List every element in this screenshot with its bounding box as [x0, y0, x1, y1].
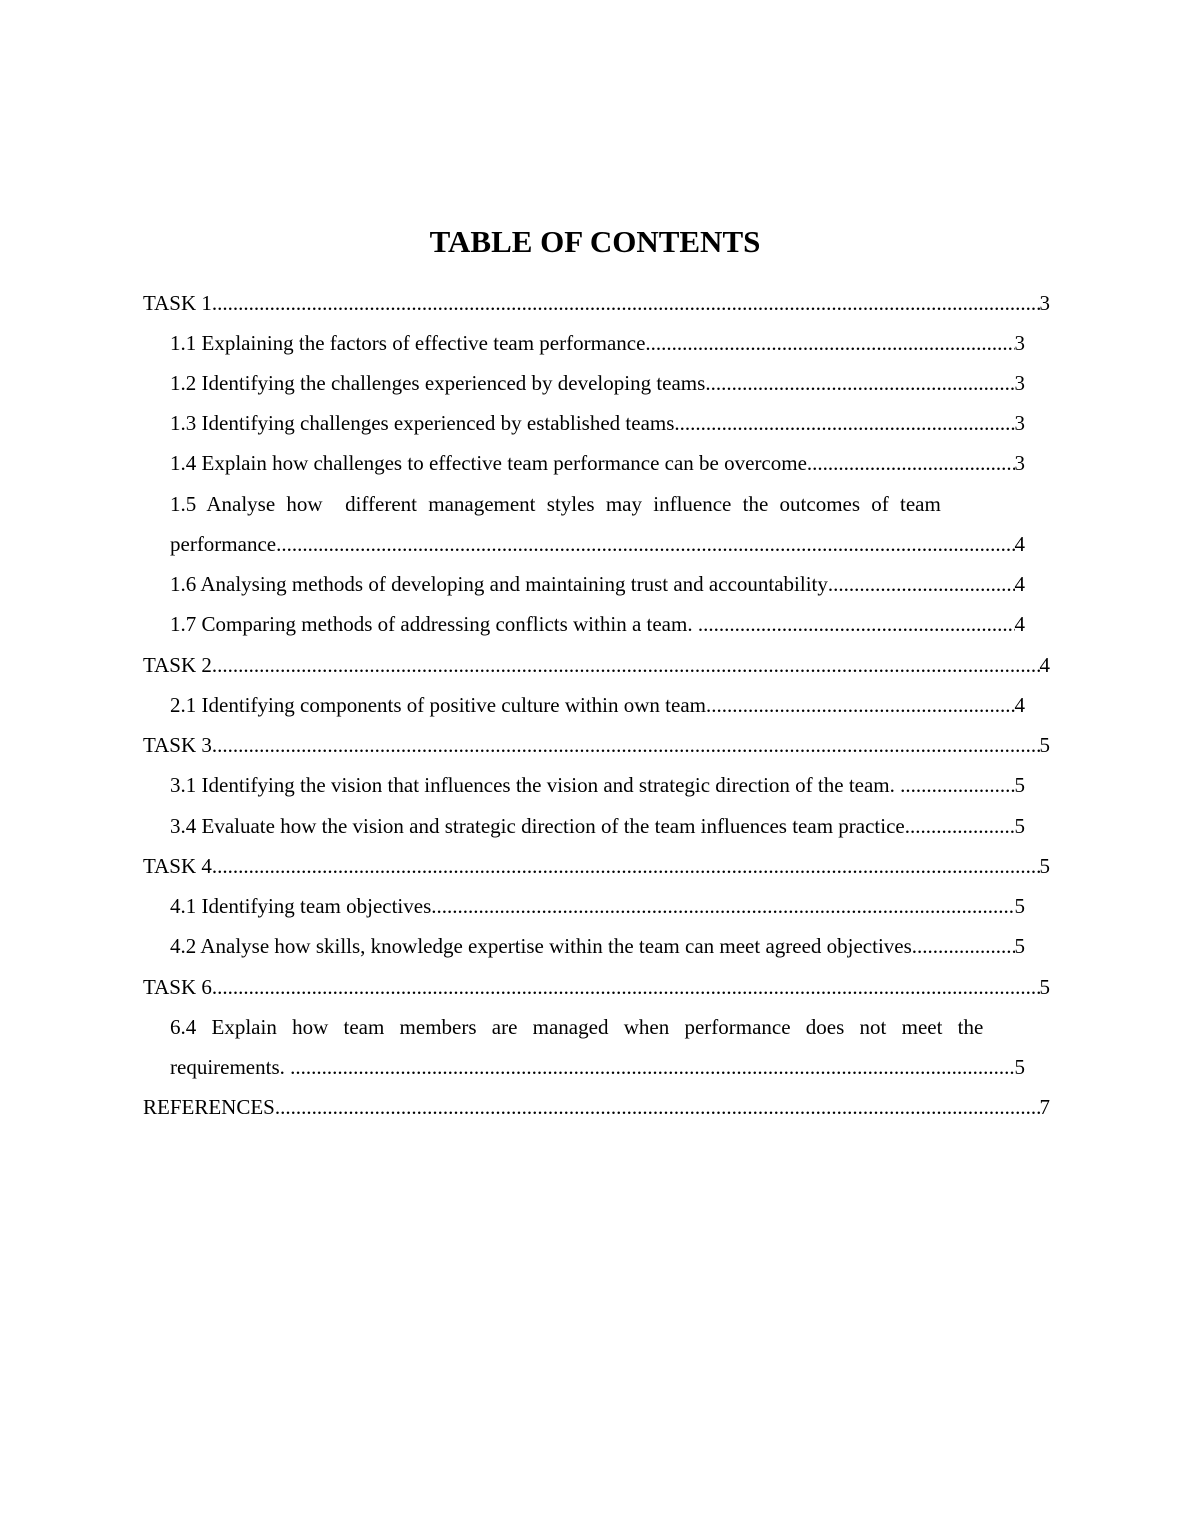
toc-page-number: 3: [1014, 331, 1025, 355]
toc-entry-1-5-line2[interactable]: [170, 524, 1025, 564]
toc-entry-text: 1.6 Analysing methods of developing and maintaining trust and accountability: [170, 572, 828, 596]
toc-entry-6-4-line1[interactable]: [170, 1007, 1050, 1047]
toc-entry-6-4-line2[interactable]: [170, 1047, 1025, 1087]
toc-page-number: 5: [1014, 1055, 1025, 1079]
toc-page-number: 4: [1014, 532, 1025, 556]
toc-entry-text: 1.1 Explaining the factors of effective team performance: [170, 331, 646, 355]
toc-entry-text: 4.2 Analyse how skills, knowledge expertise within the team can meet agreed objectives: [170, 934, 912, 958]
toc-page-number: 3: [1014, 411, 1025, 435]
toc-entry-text: 6.4 Explain how team members are managed when performance does not meet the: [170, 1015, 984, 1039]
toc-page-number: 3: [1039, 291, 1050, 315]
toc-entry-4-2[interactable]: [170, 926, 1025, 966]
toc-entry-1-2[interactable]: [170, 363, 1025, 403]
toc-entry-task-3[interactable]: [143, 725, 1050, 765]
toc-entry-text: 1.2 Identifying the challenges experienced by developing teams: [170, 371, 706, 395]
toc-entry-text: 3.1 Identifying the vision that influences the vision and strategic direction of the team.: [170, 773, 901, 797]
toc-entry-text: REFERENCES: [143, 1095, 275, 1119]
toc-entry-task-6[interactable]: [143, 967, 1050, 1007]
toc-page-number: 4: [1014, 693, 1025, 717]
toc-entry-text: 4.1 Identifying team objectives: [170, 894, 432, 918]
toc-entry-1-5-line1[interactable]: [170, 484, 1050, 524]
toc-page-number: 4: [1039, 653, 1050, 677]
toc-entry-1-1[interactable]: [170, 323, 1025, 363]
toc-entry-text: 2.1 Identifying components of positive culture within own team: [170, 693, 706, 717]
toc-entry-2-1[interactable]: [170, 685, 1025, 725]
toc-page-number: 3: [1014, 371, 1025, 395]
toc-entry-text: 1.7 Comparing methods of addressing conflicts within a team.: [170, 612, 698, 636]
toc-entry-task-2[interactable]: [143, 645, 1050, 685]
toc-entry-1-7[interactable]: [170, 604, 1025, 644]
toc-entry-1-4[interactable]: [170, 443, 1025, 483]
toc-entry-text: 1.4 Explain how challenges to effective team performance can be overcome: [170, 451, 807, 475]
toc-entry-text: TASK 3: [143, 733, 212, 757]
toc-entry-text: 1.5 Analyse how different management styles may influence the outcomes of team: [170, 492, 941, 516]
toc-page-number: 4: [1014, 612, 1025, 636]
toc-page-number: 5: [1014, 934, 1025, 958]
toc-entry-3-1[interactable]: [170, 765, 1025, 805]
toc-entry-task-1[interactable]: [143, 283, 1050, 323]
toc-entry-1-6[interactable]: [170, 564, 1025, 604]
toc-entry-text: 3.4 Evaluate how the vision and strategic direction of the team influences team practice.: [170, 814, 910, 838]
toc-entry-text: TASK 6: [143, 975, 212, 999]
toc-page-number: 5: [1014, 814, 1025, 838]
toc-entry-text: 1.3 Identifying challenges experienced by established teams: [170, 411, 675, 435]
toc-entry-text: TASK 1: [143, 291, 212, 315]
toc-title: TABLE OF CONTENTS: [429, 224, 761, 259]
toc-entry-1-3[interactable]: [170, 403, 1025, 443]
toc-page-number: 5: [1039, 733, 1050, 757]
toc-entry-references[interactable]: [143, 1087, 1050, 1127]
toc-entry-text: requirements.: [170, 1055, 291, 1079]
toc-page-number: 7: [1039, 1095, 1050, 1119]
toc-page-number: 3: [1014, 451, 1025, 475]
toc-entry-4-1[interactable]: [170, 886, 1025, 926]
toc-page-number: 4: [1014, 572, 1025, 596]
toc-entry-text: performance: [170, 532, 277, 556]
toc-page-number: 5: [1039, 854, 1050, 878]
toc-page-number: 5: [1014, 894, 1025, 918]
toc-page-number: 5: [1014, 773, 1025, 797]
toc-entry-text: TASK 4: [143, 854, 212, 878]
toc-entry-text: TASK 2: [143, 653, 212, 677]
toc-entry-3-4[interactable]: [170, 806, 1025, 846]
toc-entry-task-4[interactable]: [143, 846, 1050, 886]
toc-page-number: 5: [1039, 975, 1050, 999]
